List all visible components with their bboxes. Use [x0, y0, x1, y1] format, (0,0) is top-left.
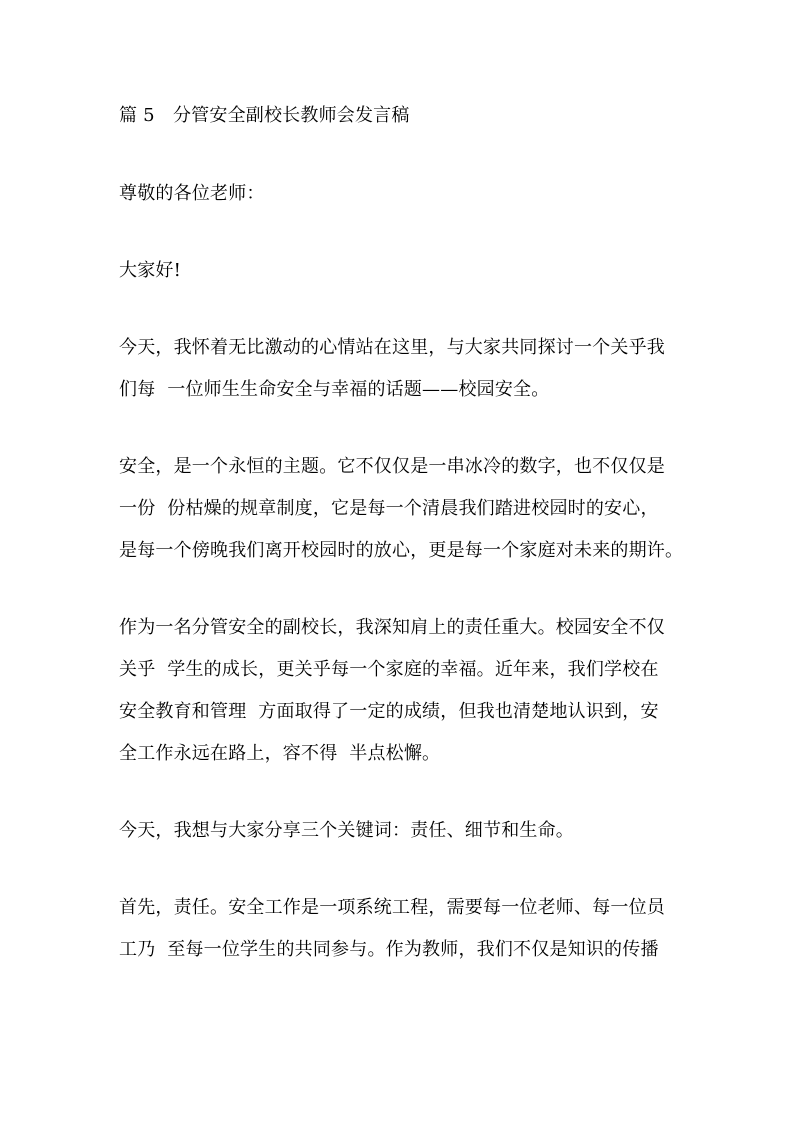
- paragraph-line: 们每 一位师生生命安全与幸福的话题——校园安全。: [119, 379, 550, 400]
- paragraph-line: 是每一个傍晚我们离开校园时的放心，更是每一个家庭对未来的期许。: [119, 540, 684, 561]
- document-title: 篇 5 分管安全副校长教师会发言稿: [119, 105, 410, 126]
- paragraph-line: 全工作永远在路上，容不得 半点松懈。: [119, 743, 441, 764]
- paragraph-line: 安全教育和管理 方面取得了一定的成绩，但我也清楚地认识到，安: [119, 701, 659, 722]
- paragraph-intro: [119, 332, 719, 406]
- paragraph-line: 大家好!: [119, 260, 182, 281]
- paragraph-line: 关乎 学生的成长，更关乎每一个家庭的幸福。近年来，我们学校在: [119, 659, 659, 680]
- paragraph-line: 安全，是一个永恒的主题。它不仅仅是一串冰冷的数字，也不仅仅是: [119, 456, 665, 477]
- paragraph-responsibility-role: [119, 612, 719, 770]
- paragraph-line: 工乃 至每一位学生的共同参与。作为教师，我们不仅是知识的传播: [119, 939, 659, 960]
- paragraph-keywords: [119, 815, 719, 847]
- paragraph-first-point: [119, 892, 719, 966]
- paragraph-safety-theme: [119, 451, 719, 567]
- paragraph-line: 首先，责任。安全工作是一项系统工程，需要每一位老师、每一位员: [119, 897, 665, 918]
- paragraph-line: 一份 份枯燥的规章制度，它是每一个清晨我们踏进校园时的安心，: [119, 498, 659, 519]
- paragraph-line: 作为一名分管安全的副校长，我深知肩上的责任重大。校园安全不仅: [119, 617, 665, 638]
- paragraph-line: 尊敬的各位老师：: [119, 183, 265, 204]
- paragraph-line: 今天，我想与大家分享三个关键词：责任、细节和生命。: [119, 820, 574, 841]
- document-body: [119, 100, 719, 966]
- paragraph-line: 今天，我怀着无比激动的心情站在这里，与大家共同探讨一个关乎我: [119, 337, 665, 358]
- paragraph-greeting: [119, 255, 719, 287]
- paragraph-salutation: [119, 178, 719, 210]
